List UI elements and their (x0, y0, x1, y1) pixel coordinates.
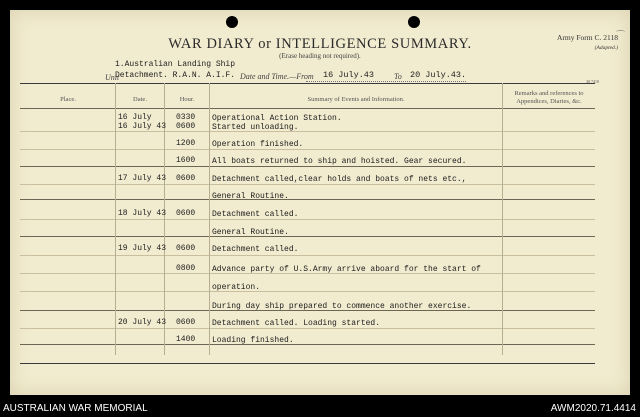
date-time-label: Date and Time.—From (240, 72, 314, 81)
footer-credit: AUSTRALIAN WAR MEMORIAL (3, 403, 148, 414)
row-rule (20, 255, 595, 256)
entry-hour: 1400 (176, 335, 196, 344)
row-rule (20, 219, 595, 220)
unit-label: Unit (105, 73, 120, 82)
form-title: WAR DIARY or INTELLIGENCE SUMMARY. (168, 36, 472, 52)
form-note: (Adapted.) (594, 45, 618, 51)
row-rule (20, 344, 595, 345)
entry-text: Operational Action Station. (212, 114, 342, 123)
entry-date: 16 July (118, 113, 152, 122)
entry-text: All boats returned to ship and hoisted. Gear secured. (212, 157, 467, 166)
col-header-date: Date. (133, 96, 147, 103)
entry-text: Detachment called,clear holds and boats of nets etc., (212, 175, 467, 184)
date-from: 16 July.43 (323, 70, 375, 80)
date-to-label: To (394, 72, 402, 81)
column-divider (209, 83, 210, 355)
col-header-summary: Summary of Events and Information. (307, 96, 405, 103)
punch-hole (408, 16, 420, 28)
entry-date: 20 July 43 (118, 318, 167, 327)
row-rule (20, 166, 595, 167)
entry-text: General Routine. (212, 228, 289, 237)
col-header-place: Place. (60, 96, 76, 103)
entry-text: Operation finished. (212, 140, 304, 149)
table-top-rule (20, 83, 595, 84)
row-rule (20, 236, 595, 237)
unit-name-line2: Detachment. R.A.N. A.I.F. (115, 71, 236, 80)
col-header-remarks: Remarks and references to Appendices, Diaries, &c. (514, 90, 584, 105)
entry-text: Detachment called. Loading started. (212, 319, 381, 328)
punch-hole (226, 16, 238, 28)
header-rule (20, 108, 595, 109)
row-rule (20, 199, 595, 200)
table-bottom-rule (20, 363, 595, 364)
row-rule (20, 291, 595, 292)
form-number-block (557, 33, 618, 53)
entry-text: Loading finished. (212, 336, 294, 345)
date-to: 20 July.43. (410, 70, 467, 80)
entry-text: Started unloading. (212, 123, 299, 132)
entry-text: Detachment called. (212, 210, 299, 219)
entry-hour: 1200 (176, 139, 196, 148)
column-divider (115, 83, 116, 355)
entry-hour: 0800 (176, 264, 196, 273)
entry-date: 18 July 43 (118, 209, 167, 218)
date-underline (306, 81, 466, 82)
entry-text: Advance party of U.S.Army arrive aboard for the start of (212, 265, 481, 274)
form-subtitle: (Erase heading not required). (279, 52, 361, 60)
entry-text: General Routine. (212, 192, 289, 201)
entry-date: 16 July 43 (118, 122, 167, 131)
row-rule (20, 328, 595, 329)
column-divider (502, 83, 503, 355)
entry-hour: 0600 (176, 209, 196, 218)
row-rule (20, 131, 595, 132)
small-print: 30 7410 (586, 79, 599, 84)
diary-page (10, 10, 630, 395)
form-number: Army Form C. 2118 (557, 33, 618, 42)
entry-text: operation. (212, 283, 261, 292)
entry-hour: 0600 (176, 318, 196, 327)
row-rule (20, 149, 595, 150)
col-header-hour: Hour. (179, 96, 195, 103)
unit-name-line1: 1.Australian Landing Ship (115, 60, 236, 69)
footer-accession-number: AWM2020.71.4414 (550, 403, 636, 414)
entry-hour: 0600 (176, 244, 196, 253)
row-rule (20, 184, 595, 185)
entry-text: During day ship prepared to commence another exercise. (212, 302, 472, 311)
entry-hour: 0600 (176, 122, 196, 131)
entry-date: 19 July 43 (118, 244, 167, 253)
entry-hour: 0600 (176, 174, 196, 183)
paper-clip-icon: ⌒ (615, 30, 625, 40)
entry-text: Detachment called. (212, 245, 299, 254)
entry-hour: 1600 (176, 156, 196, 165)
entry-hour: 0330 (176, 113, 196, 122)
entry-date: 17 July 43 (118, 174, 167, 183)
